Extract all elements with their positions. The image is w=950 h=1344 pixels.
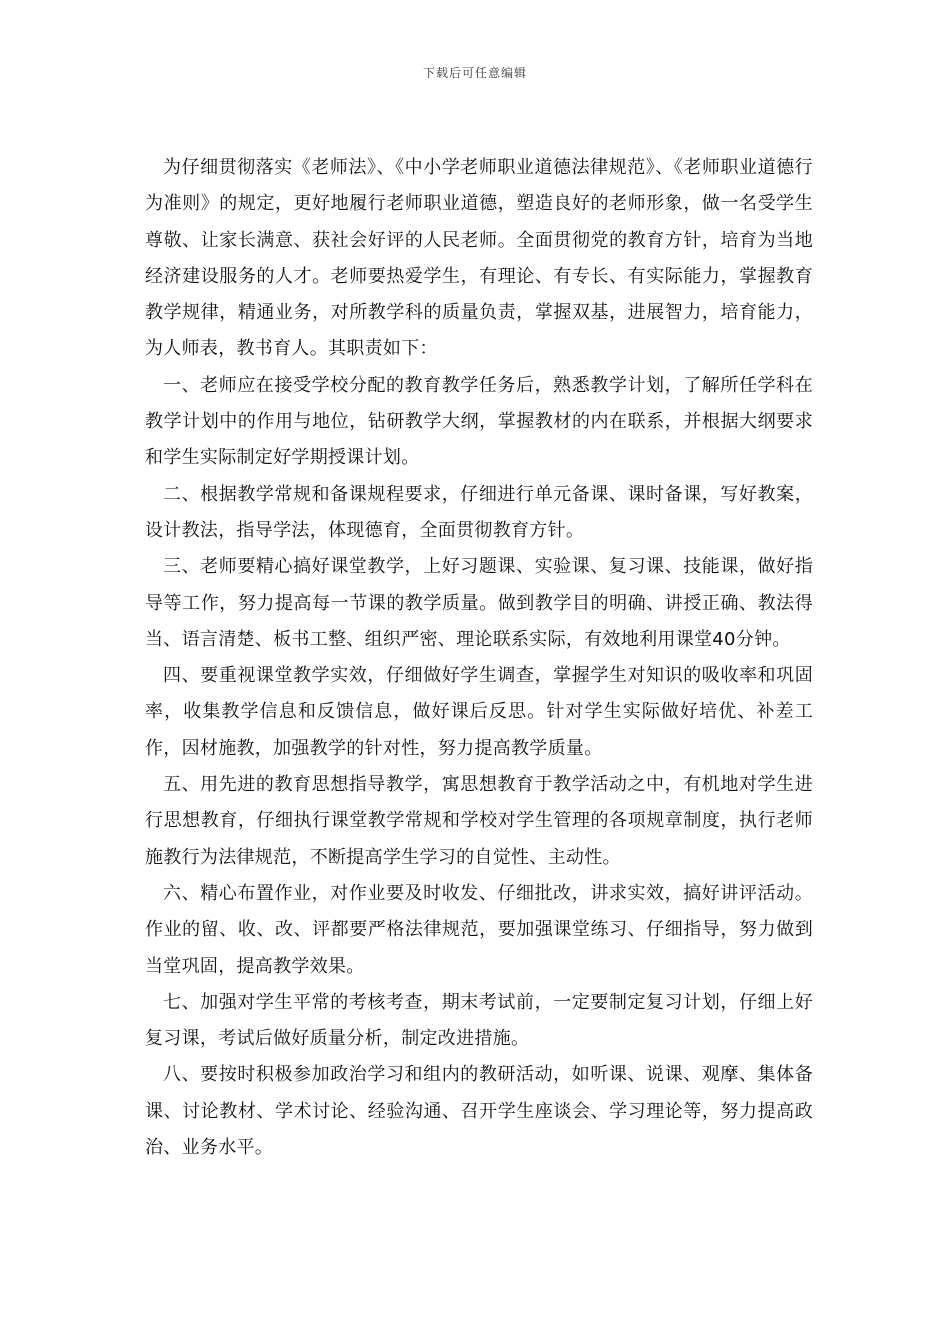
duty-paragraph-7: 七、加强对学生平常的考核考查，期末考试前，一定要制定复习计划，仔细上好复习课，考试后做好质量分析，制定改进措施。 [145, 991, 813, 1050]
duty-paragraph-8: 八、要按时积极参加政治学习和组内的教研活动，如听课、说课、观摩、集体备课、讨论教材、学术讨论、经验沟通、召开学生座谈会、学习理论等，努力提高政治、业务水平。 [145, 1064, 813, 1159]
document-body [145, 150, 813, 1166]
duty-paragraph-4: 四、要重视课堂教学实效，仔细做好学生调查，掌握学生对知识的吸收率和巩固率，收集教学信息和反馈信息，做好课后反思。针对学生实际做好培优、补差工作，因材施教，加强教学的针对性，努力提高教学质量。 [145, 665, 813, 759]
intro-paragraph: 为仔细贯彻落实《老师法》、《中小学老师职业道德法律规范》、《老师职业道德行为准则》的规定，更好地履行老师职业道德，塑造良好的老师形象，做一名受学生尊敬、让家长满意、获社会好评的人民老师。全面贯彻党的教育方针，培育为当地经济建设服务的人才。老师要热爱学生，有理论、有专长、有实际能力，掌握教育教学规律，精通业务，对所教学科的质量负责，掌握双基，进展智力，培育能力，为人师表，教书育人。其职责如下： [145, 157, 813, 360]
duty-paragraph-6: 六、精心布置作业，对作业要及时收发、仔细批改，讲求实效，搞好讲评活动。作业的留、收、改、评都要严格法律规范，要加强课堂练习、仔细指导，努力做到当堂巩固，提高教学效果。 [145, 882, 813, 977]
duty-paragraph-3: 三、老师要精心搞好课堂教学，上好习题课、实验课、复习课、技能课，做好指导等工作，努力提高每一节课的教学质量。做到教学目的明确、讲授正确、教法得当、语言清楚、板书工整、组织严密、理论联系实际，有效地利用课堂40分钟。 [145, 556, 813, 650]
duty-paragraph-5: 五、用先进的教育思想指导教学，寓思想教育于教学活动之中，有机地对学生进行思想教育，仔细执行课堂教学常规和学校对学生管理的各项规章制度，执行老师施教行为法律规范，不断提高学生学习的自觉性、主动性。 [145, 774, 813, 868]
duty-paragraph-1: 一、老师应在接受学校分配的教育教学任务后，熟悉教学计划，了解所任学科在教学计划中的作用与地位，钻研教学大纲，掌握教材的内在联系，并根据大纲要求和学生实际制定好学期授课计划。 [145, 374, 813, 469]
header-note: 下载后可任意编辑 [422, 66, 527, 80]
duty-paragraph-2: 二、根据教学常规和备课规程要求，仔细进行单元备课、课时备课，写好教案，设计教法，指导学法，体现德育，全面贯彻教育方针。 [145, 483, 813, 541]
